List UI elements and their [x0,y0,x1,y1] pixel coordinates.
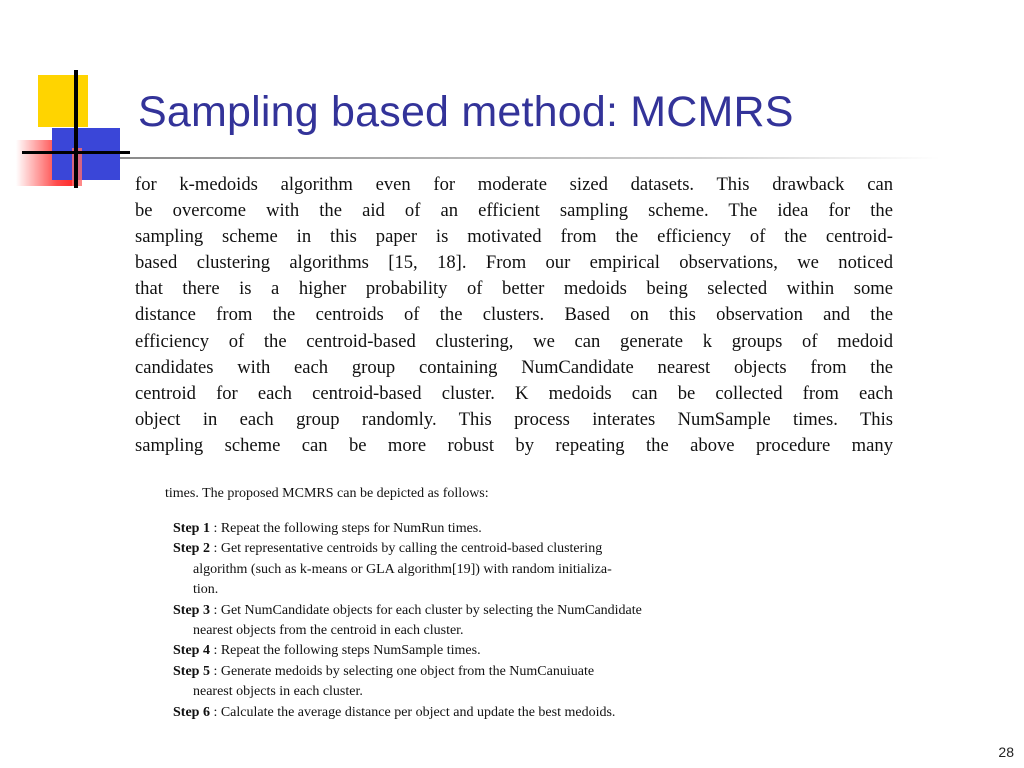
step-text: : Generate medoids by selecting one object from the NumCanuiuate [213,663,595,679]
step-text: : Get NumCandidate objects for each cluster by selecting the NumCandidate [213,602,642,618]
step-label: Step 2 [173,541,210,557]
paragraph-line: sampling scheme can be more robust by repeating the above procedure many [135,434,893,456]
step-label: Step 3 [173,602,210,618]
procedure-steps [173,519,813,723]
step-text-continuation: tion. [193,582,219,598]
step-item [173,601,813,642]
step-text: : Repeat the following steps for NumRun times. [213,521,482,536]
step-label: Step 6 [173,704,210,720]
logo-horizontal-line [22,151,130,154]
logo-blue-square [52,128,120,180]
step-item [173,662,813,703]
logo-yellow-square [38,75,88,127]
paragraph-line: based clustering algorithms [15, 18]. From our empirical observations, we noticed [135,252,893,274]
page-number: 28 [998,744,1014,760]
paragraph-line: for k-medoids algorithm even for moderate sized datasets. This drawback can [135,174,893,195]
step-label: Step 1 [173,521,210,536]
paragraph-line: efficiency of the centroid-based clustering, we can generate k groups of medoid [135,330,893,352]
procedure-lead-text: times. The proposed MCMRS can be depicted as follows: [165,486,489,501]
step-text: : Calculate the average distance per object and update the best medoids. [213,704,616,720]
step-item [173,641,813,661]
step-text-continuation: nearest objects in each cluster. [193,684,363,700]
paper-excerpt-paragraph [135,172,893,459]
step-label: Step 4 [173,643,210,659]
step-label: Step 5 [173,663,210,679]
paragraph-line: that there is a higher probability of better medoids being selected within some [135,278,893,300]
step-item [173,539,813,600]
logo-vertical-line [74,70,78,188]
step-item [173,703,813,723]
step-item [173,519,813,539]
paragraph-line: sampling scheme in this paper is motivated from the efficiency of the centroid- [135,226,893,248]
paragraph-line: be overcome with the aid of an efficient sampling scheme. The idea for the [135,200,893,222]
title-divider [120,157,940,159]
step-text: : Repeat the following steps NumSample times. [213,643,481,659]
step-text-continuation: nearest objects from the centroid in each cluster. [193,623,464,639]
paragraph-line: object in each group randomly. This process interates NumSample times. This [135,408,893,430]
paragraph-line: candidates with each group containing NumCandidate nearest objects from the [135,356,893,378]
step-text-continuation: algorithm (such as k-means or GLA algorithm[19]) with random initializa- [193,561,612,577]
slide-logo [0,0,140,200]
paragraph-line: distance from the centroids of the clusters. Based on this observation and the [135,304,893,326]
slide-title: Sampling based method: MCMRS [138,88,794,136]
paragraph-line: centroid for each centroid-based cluster. K medoids can be collected from each [135,382,893,404]
step-text: : Get representative centroids by calling the centroid-based clustering [213,541,603,557]
